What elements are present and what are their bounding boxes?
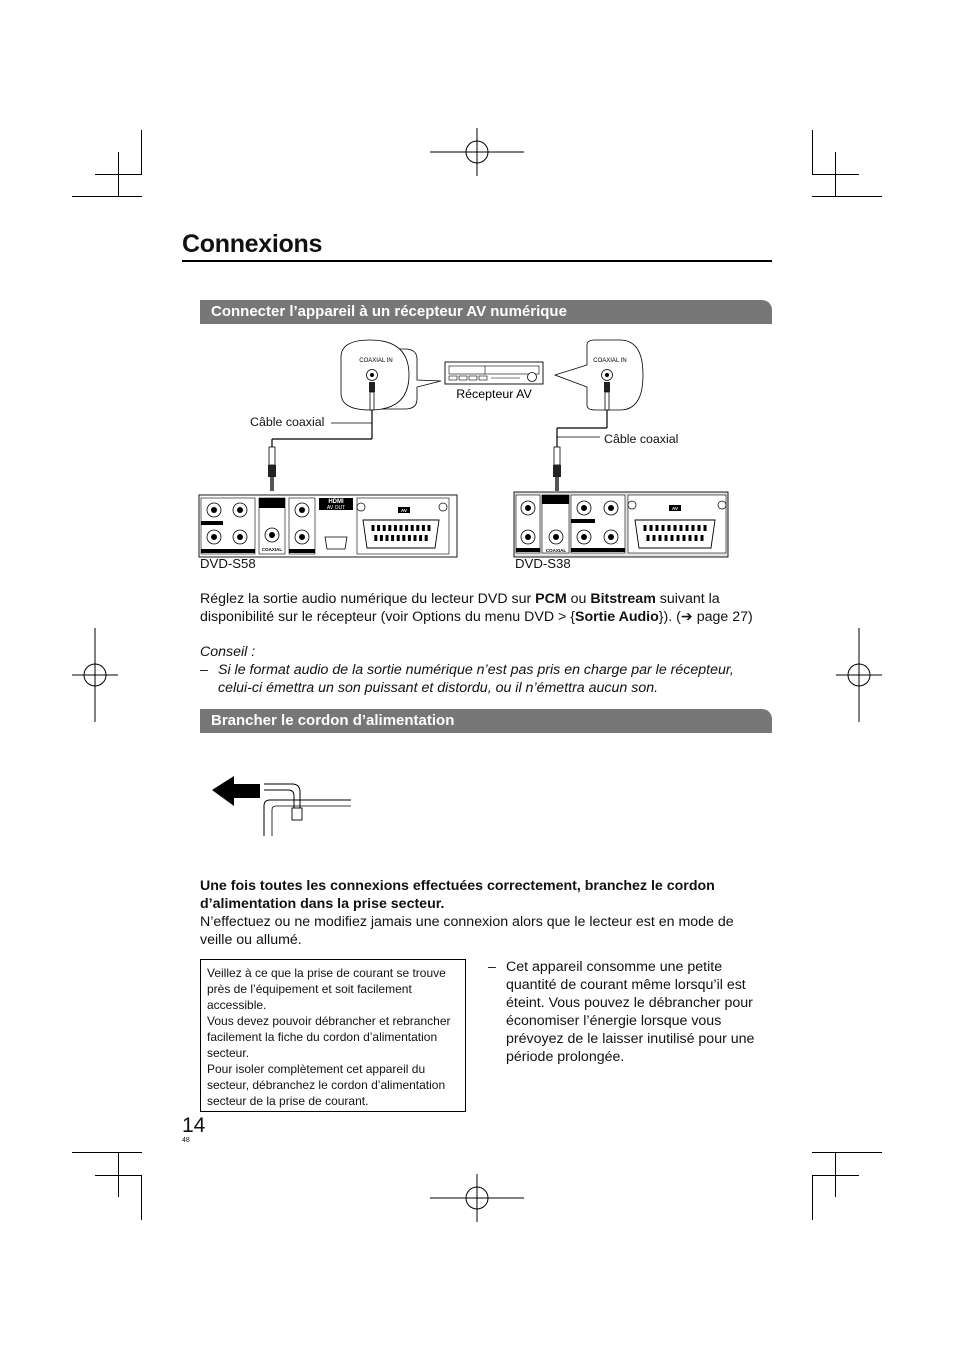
scart-pin <box>680 525 683 531</box>
tip-dash: – <box>200 662 208 678</box>
scart-pin <box>372 525 375 531</box>
pcm-term: PCM <box>535 591 567 607</box>
scart-pin <box>394 525 397 531</box>
scart-pin <box>383 525 386 531</box>
model-label-s38: DVD-S38 <box>515 556 571 571</box>
scart-pin <box>374 535 377 541</box>
cable-label-left: Câble coaxial <box>250 415 325 429</box>
bitstream-term: Bitstream <box>590 591 656 607</box>
cable-label-right: Câble coaxial <box>604 432 679 446</box>
scart-pin <box>686 525 689 531</box>
sub-page-number: 48 <box>182 1137 190 1144</box>
scart-pin <box>650 525 653 531</box>
svg-text:AV: AV <box>401 508 407 513</box>
sortie-audio-term: Sortie Audio <box>574 609 659 625</box>
model-label-s58: DVD-S58 <box>200 556 256 571</box>
page-title: Connexions <box>182 230 323 258</box>
tip-text: Si le format audio de la sortie numérique n’est pas pris en charge par le récepteur, celui-ci émettra un son puissant et distordu, ou il n’émettra aucun son. <box>218 662 734 696</box>
registration-mark-right <box>836 628 882 722</box>
section-heading-av-receiver: Connecter l’appareil à un récepteur AV numérique <box>200 300 772 324</box>
scart-pin <box>397 535 400 541</box>
scart-pin <box>416 525 419 531</box>
svg-text:HDMI: HDMI <box>328 499 344 505</box>
title-rule <box>182 260 772 262</box>
scart-pin <box>425 535 428 541</box>
arrow-left-icon <box>212 776 260 806</box>
scart-pin <box>414 535 417 541</box>
scart-pin <box>402 535 405 541</box>
standby-power-note <box>488 958 768 1066</box>
coaxial-in-right-label: COAXIAL IN <box>593 358 627 364</box>
av-receiver-icon <box>445 362 543 384</box>
coaxial-in-left-label: COAXIAL IN <box>359 358 393 364</box>
svg-text:COAXIAL: COAXIAL <box>261 547 283 552</box>
registration-mark-left <box>72 628 118 722</box>
scart-pin <box>380 535 383 541</box>
scart-pin <box>674 525 677 531</box>
scart-pin <box>411 525 414 531</box>
dvd-s38-rear-panel <box>514 492 728 557</box>
scart-pin <box>695 535 698 541</box>
scart-pin <box>698 525 701 531</box>
receiver-label: Récepteur AV <box>456 387 532 401</box>
power-cord-instruction: Une fois toutes les connexions effectuées correctement, branchez le cordon d’alimentation dans la prise secteur. <box>200 878 715 912</box>
scart-pin <box>388 525 391 531</box>
scart-pin <box>677 535 680 541</box>
scart-pin <box>668 525 671 531</box>
scart-pin <box>689 535 692 541</box>
bullet-dash: – <box>488 959 496 975</box>
scart-pin <box>391 535 394 541</box>
safety-note-box <box>200 959 466 1112</box>
registration-mark-top <box>430 128 524 176</box>
scart-pin <box>659 535 662 541</box>
scart-pin <box>701 535 704 541</box>
registration-mark-bottom <box>430 1174 524 1222</box>
scart-pin <box>428 525 431 531</box>
power-cord-warning: N’effectuez ou ne modifiez jamais une connexion alors que le lecteur est en mode de veille ou allumé. <box>200 914 734 948</box>
standby-power-text: Cet appareil consomme une petite quantité de courant même lorsqu’il est éteint. Vous pouvez le débrancher pour économiser l’énergie lorsque vous prévoyez de le laisser inutilisé pour une période prolongée. <box>506 959 755 1065</box>
scart-pin <box>644 525 647 531</box>
scart-pin <box>419 535 422 541</box>
coaxial-in-callout-right <box>555 340 643 410</box>
scart-pin <box>656 525 659 531</box>
section-heading-power-cord: Brancher le cordon d’alimentation <box>200 709 772 733</box>
scart-pin <box>683 535 686 541</box>
scart-pin <box>408 535 411 541</box>
scart-pin <box>422 525 425 531</box>
tip-label: Conseil : <box>200 644 256 660</box>
coaxial-in-callout-left <box>341 340 441 410</box>
scart-pin <box>647 535 650 541</box>
scart-pin <box>704 525 707 531</box>
scart-pin <box>665 535 668 541</box>
scart-pin <box>400 525 403 531</box>
power-cord-illustration <box>208 770 356 842</box>
scart-pin <box>377 525 380 531</box>
safety-note-p3: Pour isoler complètement cet appareil du secteur, débranchez le cordon d’alimentation secteur de la prise de courant. <box>207 1062 446 1108</box>
scart-pin <box>386 535 389 541</box>
safety-note-p2: Vous devez pouvoir débrancher et rebrancher facilement la fiche du cordon d’alimentation secteur. <box>207 1014 451 1060</box>
scart-pin <box>662 525 665 531</box>
scart-pin <box>692 525 695 531</box>
connection-diagram <box>195 335 755 580</box>
svg-text:AV OUT: AV OUT <box>326 505 346 511</box>
scart-pin <box>405 525 408 531</box>
audio-output-paragraph: Réglez la sortie audio numérique du lecteur DVD sur PCM ou Bitstream suivant la disponibilité sur le récepteur (voir Options du menu DVD > {Sortie Audio}). (➔ page 27) <box>200 591 753 625</box>
scart-pin <box>671 535 674 541</box>
svg-text:COAXIAL: COAXIAL <box>545 548 567 553</box>
scart-pin <box>653 535 656 541</box>
page-number: 14 <box>182 1114 206 1137</box>
arrow-right-icon: ➔ <box>680 609 693 625</box>
safety-note-p1: Veillez à ce que la prise de courant se trouve près de l’équipement et soit facilement accessible. <box>207 966 446 1012</box>
svg-text:AV: AV <box>672 506 678 511</box>
